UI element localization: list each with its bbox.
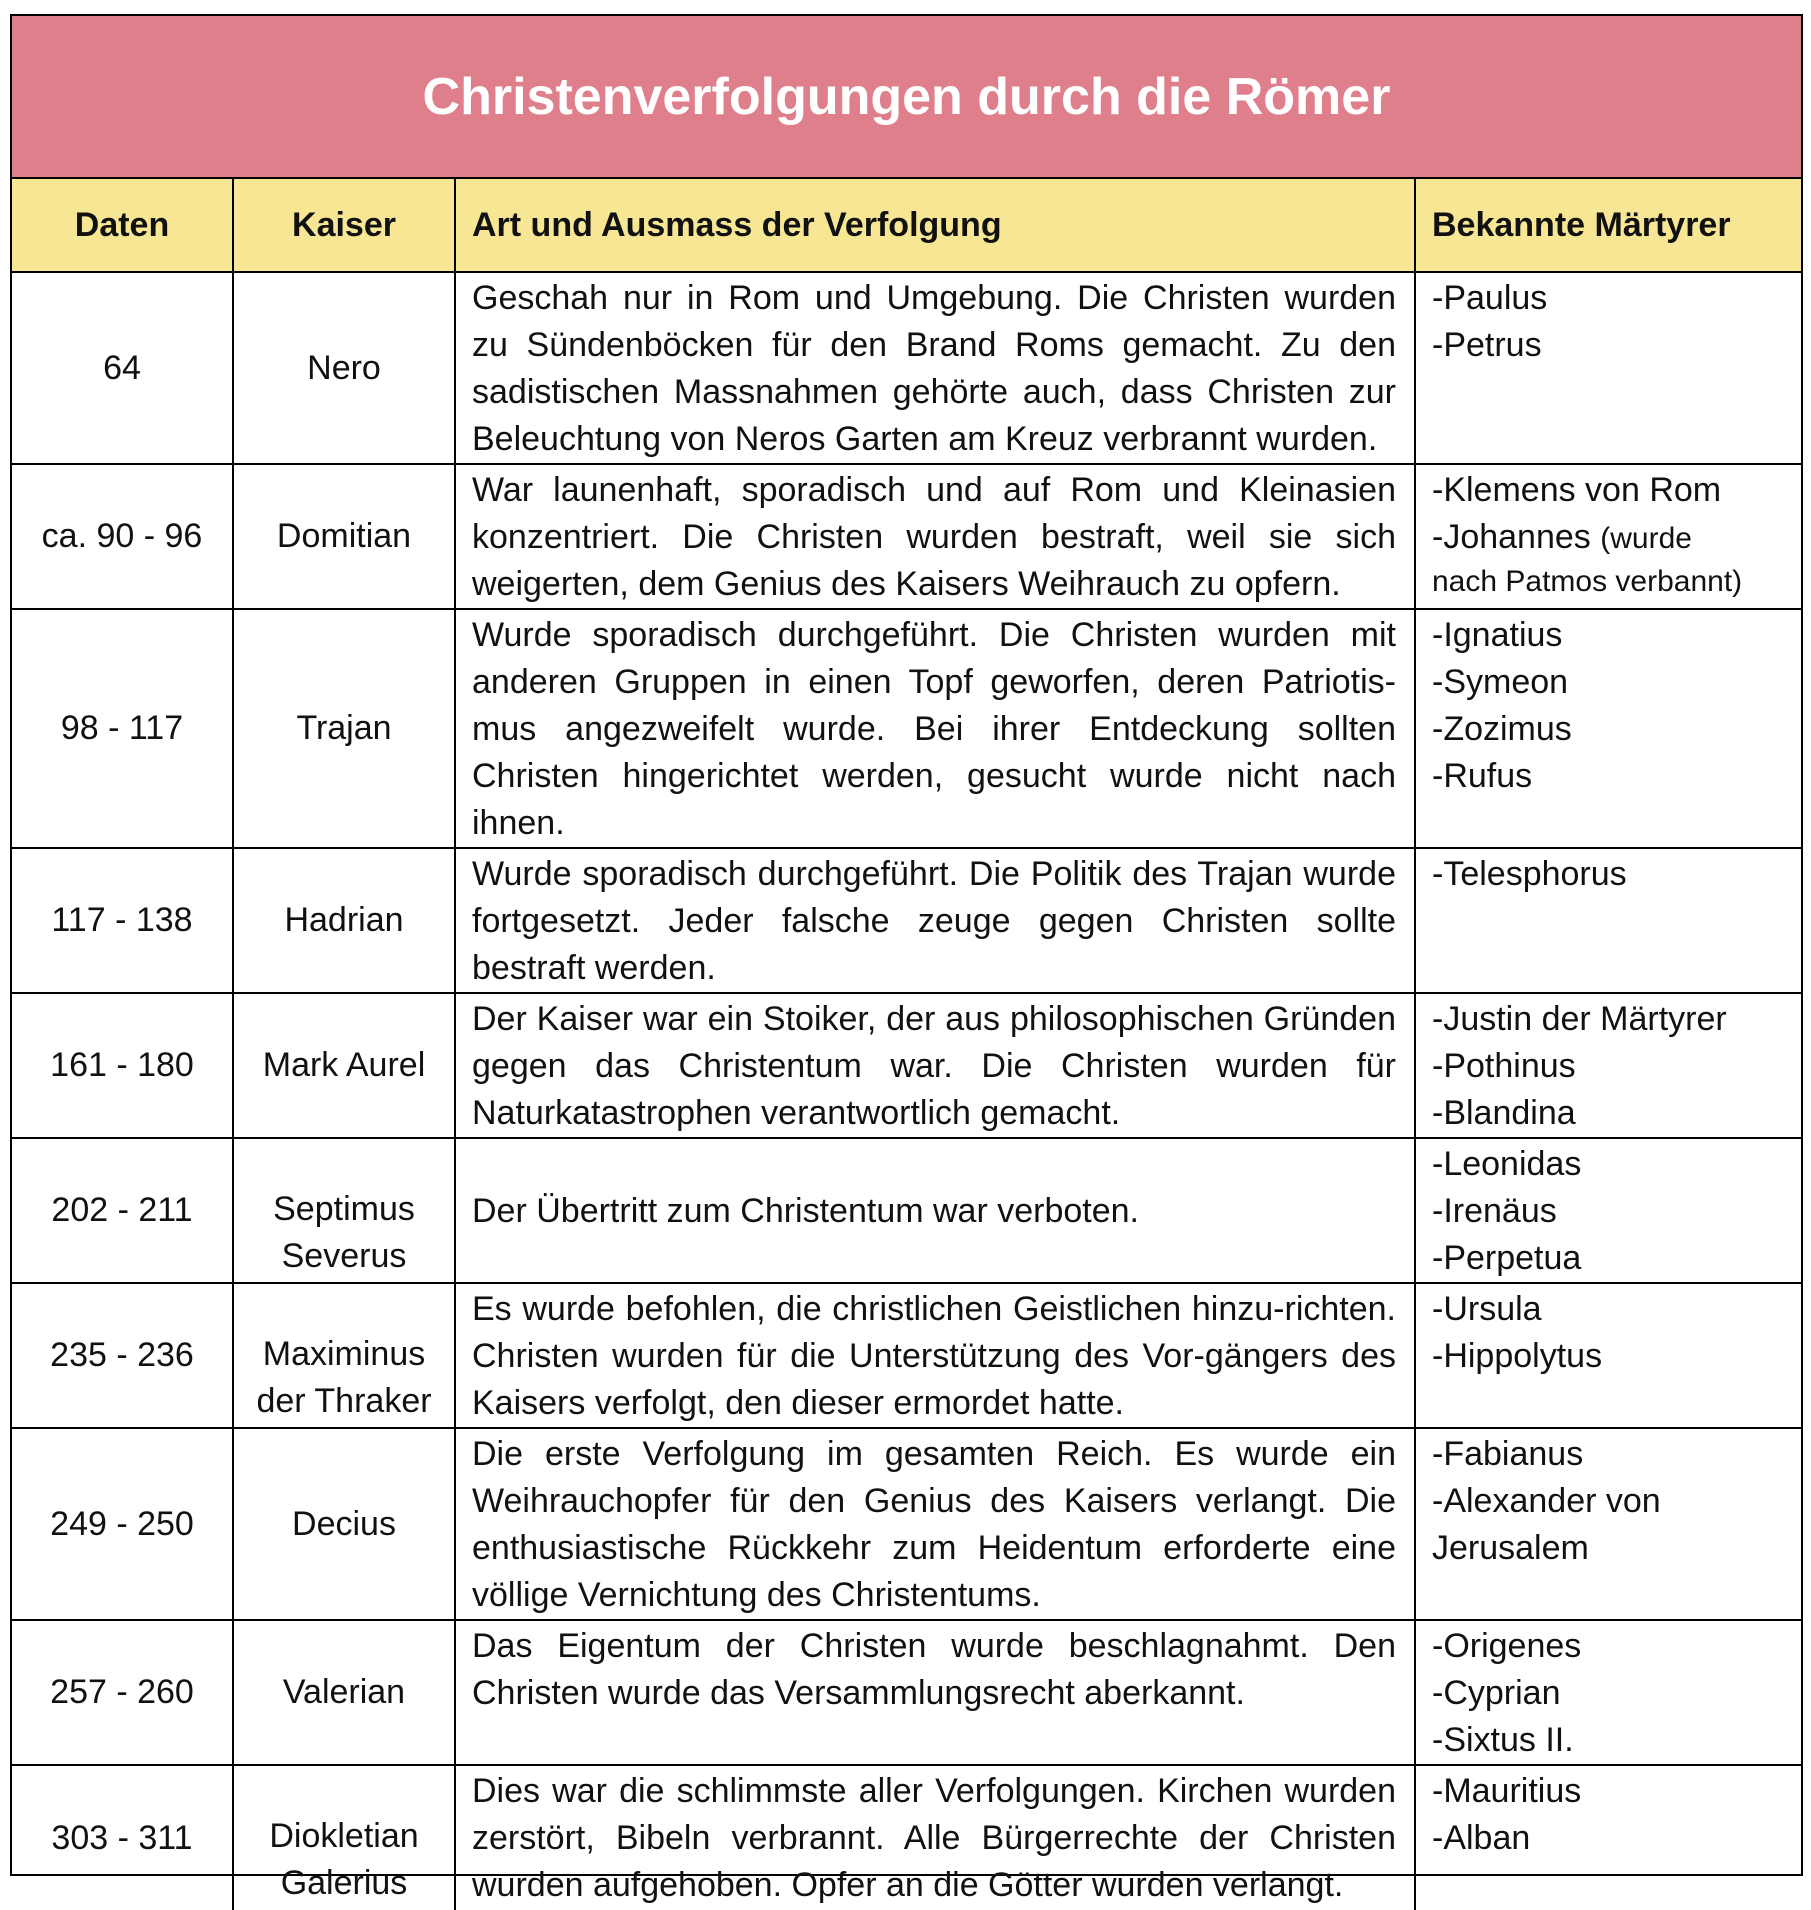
- cell-maertyrer: [1415, 272, 1801, 464]
- cell-maertyrer: [1415, 1428, 1801, 1620]
- cell-daten: 235 - 236: [12, 1283, 233, 1428]
- cell-kaiser: [233, 1620, 455, 1765]
- table-title: Christenverfolgungen durch die Römer: [12, 16, 1801, 179]
- table-row: [12, 1283, 1801, 1428]
- kaiser-line: Valerian: [282, 1673, 406, 1711]
- kaiser-line: Decius: [292, 1504, 396, 1543]
- persecution-table: [12, 179, 1801, 1910]
- martyr: -Cyprian: [1432, 1674, 1561, 1712]
- kaiser-line: Domitian: [276, 517, 412, 555]
- martyr: -Leonidas: [1432, 1145, 1582, 1183]
- martyr: -Mauritius: [1432, 1772, 1582, 1810]
- cell-daten: 117 - 138: [12, 848, 233, 993]
- header-art: Art und Ausmass der Verfolgung: [455, 179, 1415, 272]
- cell-daten: 249 - 250: [12, 1428, 233, 1620]
- martyr: -Fabianus: [1432, 1435, 1584, 1473]
- header-row: [12, 179, 1801, 272]
- cell-daten: ca. 90 - 96: [12, 464, 233, 609]
- cell-art: Der Übertritt zum Christentum war verboten.: [455, 1138, 1415, 1283]
- martyr: -Klemens von Rom: [1432, 471, 1722, 509]
- kaiser-line: Septimus: [273, 1189, 415, 1228]
- cell-kaiser: [233, 609, 455, 848]
- cell-art: Das Eigentum der Christen wurde beschlagnahmt. Den Christen wurde das Versammlungsrecht aberkannt.: [455, 1620, 1415, 1765]
- cell-art: Dies war die schlimmste aller Verfolgungen. Kirchen wurden zerstört, Bibeln verbrannt. Alle Bürgerrechte der Christen wurden aufgehoben. Opfer an die Götter wurden verlangt.: [455, 1765, 1415, 1910]
- martyr: -Justin der Märtyrer: [1432, 1000, 1727, 1038]
- cell-maertyrer: [1415, 1138, 1801, 1283]
- cell-maertyrer: [1415, 1765, 1801, 1910]
- cell-daten: 98 - 117: [12, 609, 233, 848]
- header-maertyrer: Bekannte Märtyrer: [1415, 179, 1801, 272]
- martyr-note: nach Patmos verbannt): [1432, 565, 1743, 598]
- martyr: -Perpetua: [1432, 1239, 1582, 1277]
- martyr: -Symeon: [1432, 663, 1569, 701]
- cell-art: Der Kaiser war ein Stoiker, der aus philosophischen Gründen gegen das Christentum war. Die Christen wurden für Naturkatastrophen verantwortlich gemacht.: [455, 993, 1415, 1138]
- martyr: -Origenes: [1432, 1627, 1582, 1665]
- cell-art: Es wurde befohlen, die christlichen Geistlichen hinzu-richten. Christen wurden für die Unterstützung des Vor-gängers des Kaisers verfolgt, den dieser ermordet hatte.: [455, 1283, 1415, 1428]
- martyr: -Rufus: [1432, 757, 1533, 795]
- martyr: -Hippolytus: [1432, 1337, 1603, 1375]
- cell-art: War launenhaft, sporadisch und auf Rom und Kleinasien konzentriert. Die Christen wurden bestraft, weil sie sich weigerten, dem Genius des Kaisers Weihrauch zu opfern.: [455, 464, 1415, 609]
- kaiser-line: Diokletian: [269, 1817, 419, 1855]
- table-row: [12, 1428, 1801, 1620]
- kaiser-line: Hadrian: [284, 901, 404, 939]
- martyr: -Pothinus: [1432, 1047, 1576, 1085]
- kaiser-line: Maximinus: [262, 1334, 426, 1373]
- table-row: [12, 1620, 1801, 1765]
- cell-art: Die erste Verfolgung im gesamten Reich. Es wurde ein Weihrauchopfer für den Genius des Kaisers verlangt. Die enthusiastische Rückkehr zum Heidentum erforderte eine völlige Vernichtung des Christentums.: [455, 1428, 1415, 1620]
- cell-kaiser: [233, 464, 455, 609]
- cell-kaiser: [233, 1138, 455, 1283]
- martyr: -Petrus: [1432, 326, 1542, 364]
- cell-maertyrer: [1415, 1283, 1801, 1428]
- martyr: -Ursula: [1432, 1290, 1542, 1328]
- kaiser-line: Galerius: [280, 1864, 408, 1902]
- table-row: [12, 1765, 1801, 1910]
- martyr: -Paulus: [1432, 279, 1548, 317]
- cell-kaiser: [233, 272, 455, 464]
- martyr: -Johannes: [1432, 518, 1591, 556]
- cell-daten: 161 - 180: [12, 993, 233, 1138]
- cell-maertyrer: [1415, 993, 1801, 1138]
- kaiser-line: Nero: [307, 348, 381, 387]
- martyr-with-note: [1432, 514, 1793, 562]
- martyr: -Sixtus II.: [1432, 1721, 1574, 1759]
- cell-kaiser: [233, 848, 455, 993]
- cell-kaiser: [233, 1765, 455, 1910]
- table-row: [12, 1138, 1801, 1283]
- cell-maertyrer: [1415, 848, 1801, 993]
- kaiser-line: der Thraker: [256, 1381, 432, 1420]
- cell-daten: 303 - 311: [12, 1765, 233, 1910]
- cell-daten: 202 - 211: [12, 1138, 233, 1283]
- cell-kaiser: [233, 993, 455, 1138]
- table-row: [12, 464, 1801, 609]
- cell-art: Geschah nur in Rom und Umgebung. Die Christen wurden zu Sündenböcken für den Brand Roms gemacht. Zu den sadistischen Massnahmen gehörte auch, dass Christen zur Beleuchtung von Neros Garten am Kreuz verbrannt wurden.: [455, 272, 1415, 464]
- kaiser-line: Mark Aurel: [262, 1046, 426, 1084]
- cell-art: Wurde sporadisch durchgeführt. Die Politik des Trajan wurde fortgesetzt. Jeder falsche zeuge gegen Christen sollte bestraft werden.: [455, 848, 1415, 993]
- cell-maertyrer: [1415, 609, 1801, 848]
- cell-maertyrer: [1415, 464, 1801, 609]
- cell-kaiser: [233, 1428, 455, 1620]
- martyr: -Telesphorus: [1432, 855, 1627, 893]
- table-row: [12, 848, 1801, 993]
- martyr: -Alexander von: [1432, 1482, 1661, 1520]
- martyr: -Zozimus: [1432, 710, 1572, 748]
- martyr: Jerusalem: [1432, 1529, 1589, 1567]
- cell-daten: 257 - 260: [12, 1620, 233, 1765]
- table-row: [12, 609, 1801, 848]
- martyr: -Irenäus: [1432, 1192, 1557, 1230]
- table-row: [12, 272, 1801, 464]
- cell-maertyrer: [1415, 1620, 1801, 1765]
- cell-kaiser: [233, 1283, 455, 1428]
- table-frame: [10, 14, 1803, 1904]
- cell-daten: 64: [12, 272, 233, 464]
- kaiser-line: Trajan: [296, 709, 392, 747]
- martyr: -Blandina: [1432, 1094, 1576, 1132]
- cell-art: Wurde sporadisch durchgeführt. Die Christen wurden mit anderen Gruppen in einen Topf geworfen, deren Patriotis-mus angezweifelt wurde. Bei ihrer Entdeckung sollten Christen hingerichtet werden, gesucht wurde nicht nach ihnen.: [455, 609, 1415, 848]
- header-kaiser: Kaiser: [233, 179, 455, 272]
- kaiser-line: Severus: [281, 1236, 407, 1275]
- header-daten: Daten: [12, 179, 233, 272]
- martyr: -Ignatius: [1432, 616, 1563, 654]
- martyr-note: (wurde: [1600, 522, 1692, 555]
- table-row: [12, 993, 1801, 1138]
- martyr: -Alban: [1432, 1819, 1531, 1857]
